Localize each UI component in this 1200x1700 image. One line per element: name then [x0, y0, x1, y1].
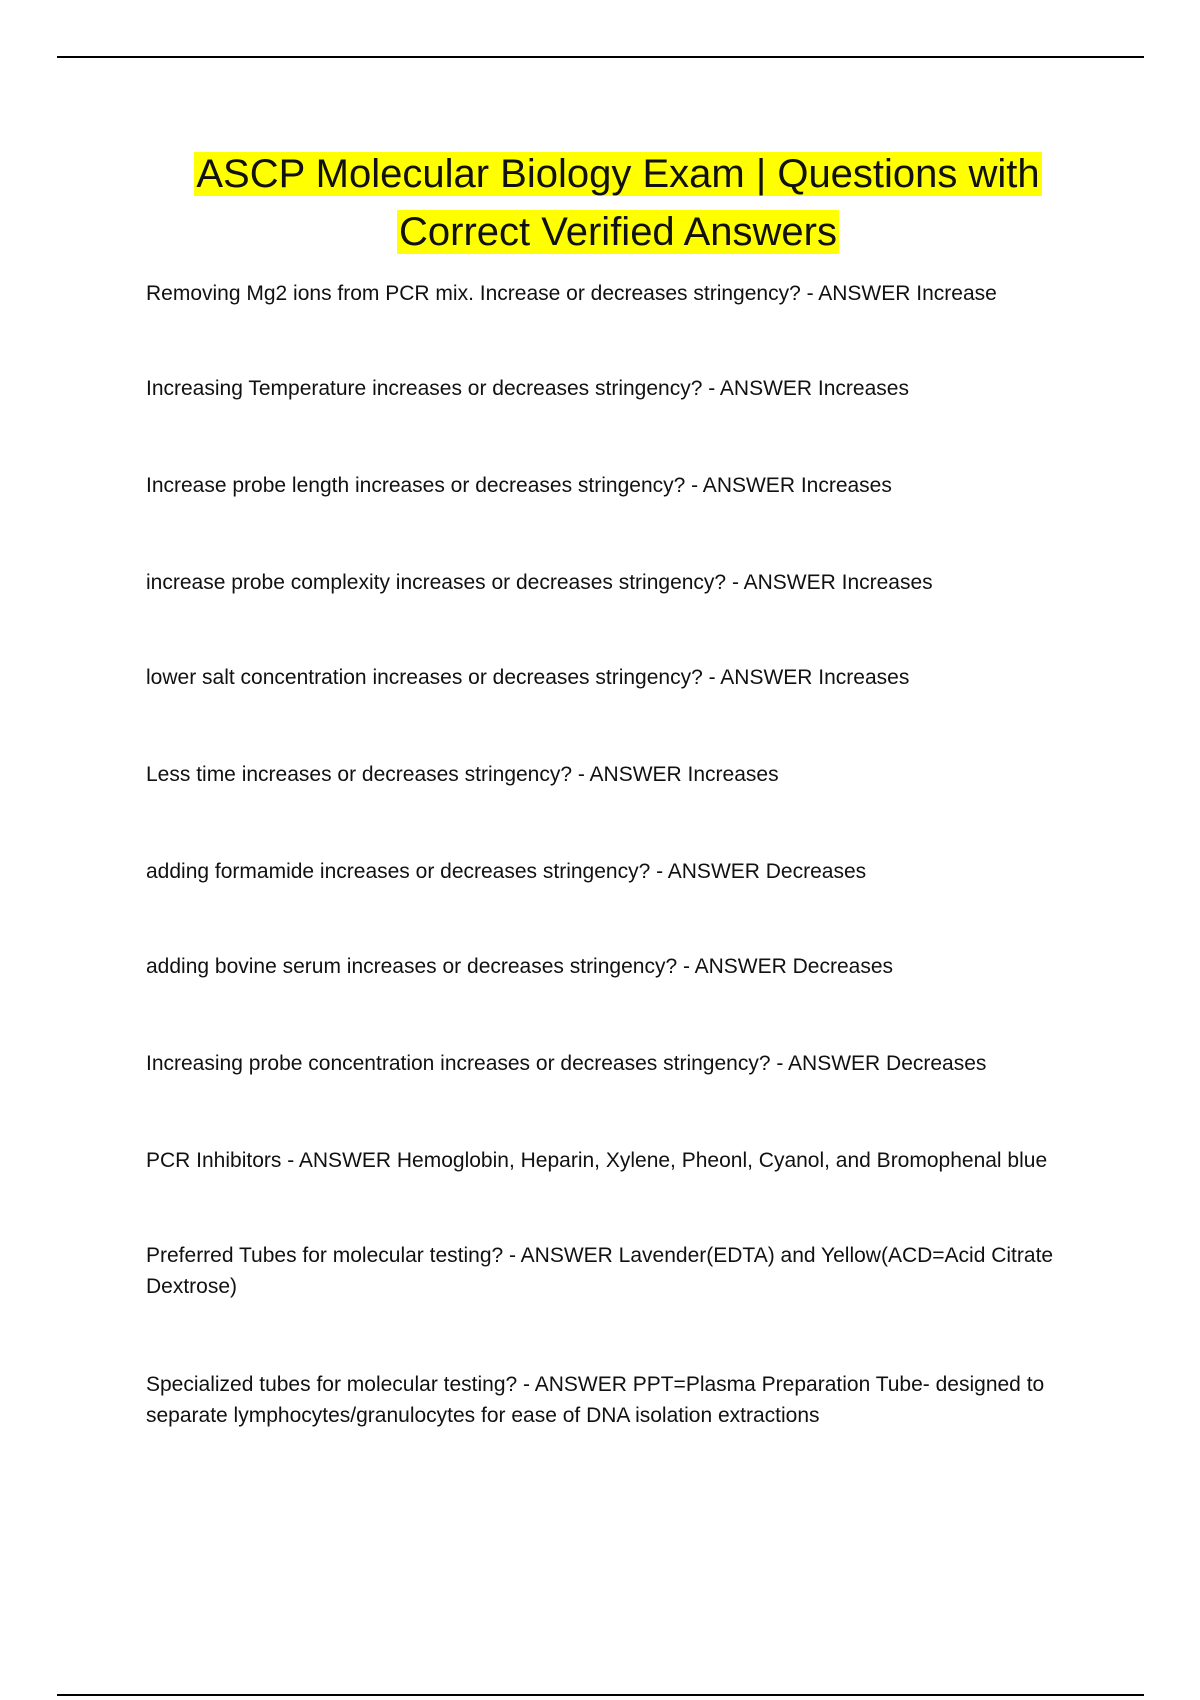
qa-item: Less time increases or decreases stringency? - ANSWER Increases — [146, 763, 779, 786]
qa-item: Removing Mg2 ions from PCR mix. Increase or decreases stringency? - ANSWER Increase — [146, 282, 997, 305]
qa-item: increase probe complexity increases or decreases stringency? - ANSWER Increases — [146, 571, 933, 594]
title-line-2: Correct Verified Answers — [399, 210, 837, 254]
qa-item: Increasing Temperature increases or decreases stringency? - ANSWER Increases — [146, 377, 909, 400]
title-line-1: ASCP Molecular Biology Exam | Questions with — [196, 152, 1040, 196]
qa-item: adding bovine serum increases or decreases stringency? - ANSWER Decreases — [146, 955, 894, 978]
qa-item: adding formamide increases or decreases stringency? - ANSWER Decreases — [146, 860, 867, 883]
qa-item: Increase probe length increases or decreases stringency? - ANSWER Increases — [146, 474, 892, 497]
qa-item: lower salt concentration increases or decreases stringency? - ANSWER Increases — [146, 666, 910, 689]
qa-item: Specialized tubes for molecular testing? - ANSWER PPT=Plasma Preparation Tube- designed to separate lymphocytes/granulocytes for ease of DNA isolation extractions — [146, 1373, 1045, 1427]
footer-rule — [57, 1694, 1144, 1696]
page-title — [100, 145, 1136, 261]
qa-item: Increasing probe concentration increases or decreases stringency? - ANSWER Decreases — [146, 1052, 987, 1075]
qa-item: Preferred Tubes for molecular testing? - ANSWER Lavender(EDTA) and Yellow(ACD=Acid Citrate Dextrose) — [146, 1244, 1054, 1298]
header-rule — [57, 56, 1144, 58]
qa-item: PCR Inhibitors - ANSWER Hemoglobin, Heparin, Xylene, Pheonl, Cyanol, and Bromophenal blue — [146, 1149, 1048, 1172]
